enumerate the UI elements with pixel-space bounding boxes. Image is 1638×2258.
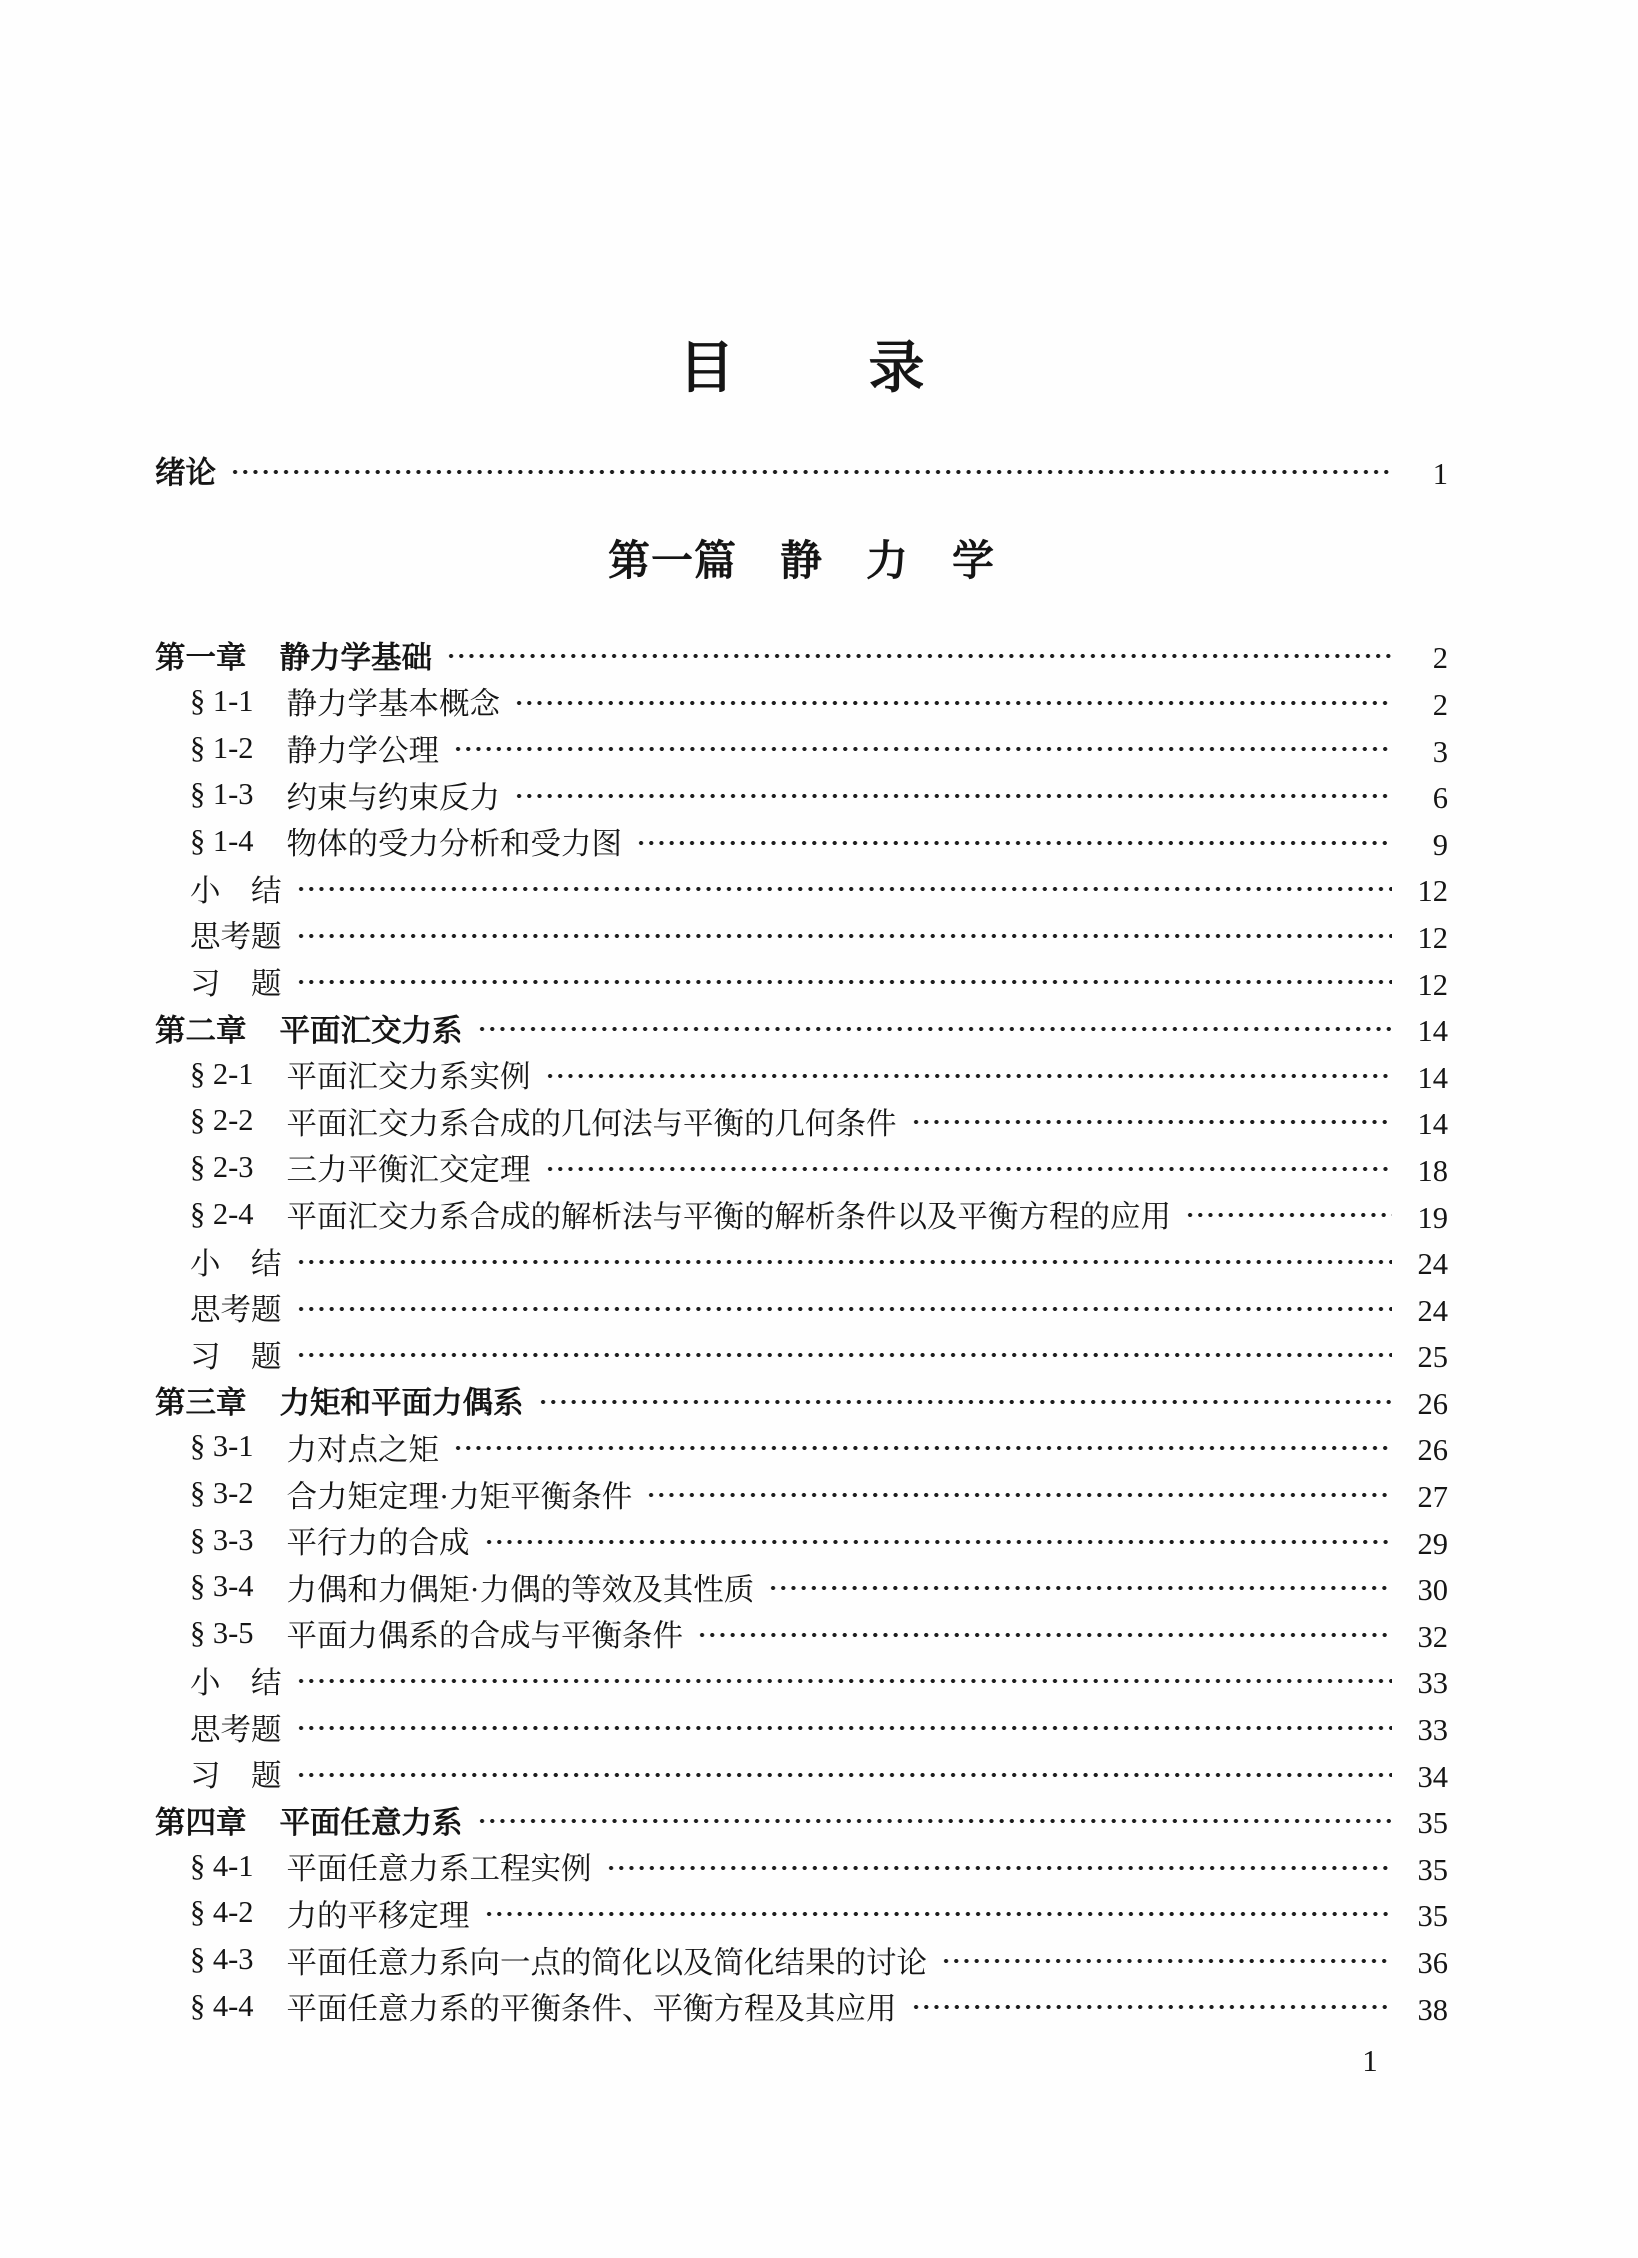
dot-leader <box>545 1144 1392 1191</box>
entry-page-number: 1 <box>1432 456 1448 491</box>
toc-entry-section <box>155 911 1448 958</box>
part-heading: 第一篇 静 力 学 <box>607 539 995 585</box>
toc-entry-section <box>155 725 1448 772</box>
entry-title: 力偶和力偶矩·力偶的等效及其性质 <box>286 1572 755 1607</box>
entry-page-number: 27 <box>1417 1480 1448 1515</box>
toc-entry-chapter <box>155 1796 1448 1843</box>
entry-label: 第四章 <box>155 1805 247 1840</box>
dot-leader <box>296 1657 1393 1704</box>
toc-entry-section <box>155 678 1448 725</box>
entry-page-number: 35 <box>1417 1852 1448 1887</box>
entry-label: 习 题 <box>190 1759 282 1794</box>
entry-label: § 2-3 <box>190 1149 254 1184</box>
dot-leader <box>545 1051 1392 1098</box>
entry-label: 第一章 <box>155 640 247 675</box>
entry-label: § 4-3 <box>190 1942 254 1977</box>
entry-page-number: 35 <box>1417 1899 1448 1934</box>
toc-entry-section <box>155 1750 1448 1797</box>
dot-leader <box>941 1936 1392 1983</box>
toc-entry-section <box>155 1517 1448 1564</box>
page-title-char-right: 录 <box>868 338 925 400</box>
dot-leader <box>484 1517 1392 1564</box>
toc-entry-section <box>155 1331 1448 1378</box>
entry-label: § 3-1 <box>190 1429 254 1464</box>
entry-title: 力矩和平面力偶系 <box>279 1386 524 1421</box>
toc-entry-section <box>155 1610 1448 1657</box>
dot-leader <box>768 1563 1392 1610</box>
entry-title: 平面任意力系的平衡条件、平衡方程及其应用 <box>286 1992 897 2027</box>
entry-label: 小 结 <box>190 873 282 908</box>
toc-entry-section <box>155 1843 1448 1890</box>
entry-page-number: 33 <box>1417 1666 1448 1701</box>
dot-leader <box>646 1470 1392 1517</box>
entry-page-number: 24 <box>1417 1293 1448 1328</box>
entry-page-number: 14 <box>1417 1060 1448 1095</box>
entry-page-number: 36 <box>1417 1946 1448 1981</box>
entry-label: 第二章 <box>155 1013 247 1048</box>
dot-leader <box>911 1983 1392 2030</box>
toc-entry-section <box>155 1890 1448 1937</box>
dot-leader <box>230 447 1392 494</box>
toc-entry-section <box>155 1657 1448 1704</box>
entry-title: 平面力偶系的合成与平衡条件 <box>286 1619 684 1654</box>
entry-page-number: 30 <box>1417 1573 1448 1608</box>
dot-leader <box>477 1004 1393 1051</box>
dot-leader <box>296 1331 1393 1378</box>
dot-leader <box>296 958 1393 1005</box>
dot-leader <box>697 1610 1392 1657</box>
page-title <box>155 336 1448 402</box>
toc-entry-section <box>155 1936 1448 1983</box>
entry-label: § 4-1 <box>190 1848 254 1883</box>
entry-title: 平面汇交力系实例 <box>286 1060 531 1095</box>
entry-label: § 4-4 <box>190 1988 254 2023</box>
toc-entry-section <box>155 1237 1448 1284</box>
entry-page-number: 14 <box>1417 1014 1448 1049</box>
entry-page-number: 35 <box>1417 1806 1448 1841</box>
entry-title: 平行力的合成 <box>286 1526 470 1561</box>
dot-leader <box>296 1703 1393 1750</box>
dot-leader <box>453 725 1392 772</box>
entry-label: § 1-4 <box>190 823 254 858</box>
entry-label: 绪论 <box>155 456 216 491</box>
entry-title: 物体的受力分析和受力图 <box>286 827 623 862</box>
entry-label: § 4-2 <box>190 1895 254 1930</box>
entry-label: § 3-2 <box>190 1476 254 1511</box>
toc-entry-section <box>155 1424 1448 1471</box>
entry-label: § 3-5 <box>190 1615 254 1650</box>
entry-page-number: 38 <box>1417 1992 1448 2027</box>
toc-list <box>155 632 1448 2030</box>
toc-entry-section <box>155 1144 1448 1191</box>
entry-title: 静力学基本概念 <box>286 687 501 722</box>
entry-page-number: 2 <box>1432 687 1448 722</box>
toc-entry-section <box>155 958 1448 1005</box>
page-title-char-left: 目 <box>678 338 735 400</box>
entry-page-number: 32 <box>1417 1619 1448 1654</box>
entry-title: 静力学公理 <box>286 734 440 769</box>
entry-title: 合力矩定理·力矩平衡条件 <box>286 1479 633 1514</box>
entry-page-number: 14 <box>1417 1107 1448 1142</box>
dot-leader <box>446 632 1392 679</box>
entry-label: 小 结 <box>190 1665 282 1700</box>
dot-leader <box>296 911 1393 958</box>
toc-entry-section <box>155 1563 1448 1610</box>
entry-label: 小 结 <box>190 1246 282 1281</box>
entry-page-number: 33 <box>1417 1713 1448 1748</box>
entry-page-number: 2 <box>1432 641 1448 676</box>
entry-title: 平面任意力系工程实例 <box>286 1852 592 1887</box>
toc-entry-section <box>155 818 1448 865</box>
entry-page-number: 26 <box>1417 1386 1448 1421</box>
entry-label: § 2-2 <box>190 1103 254 1138</box>
entry-label: § 2-1 <box>190 1056 254 1091</box>
entry-page-number: 34 <box>1417 1759 1448 1794</box>
toc-entry-intro <box>155 447 1448 494</box>
entry-label: § 1-2 <box>190 730 254 765</box>
entry-page-number: 12 <box>1417 874 1448 909</box>
entry-page-number: 6 <box>1432 781 1448 816</box>
entry-title: 平面任意力系向一点的简化以及简化结果的讨论 <box>286 1945 928 1980</box>
entry-title: 力的平移定理 <box>286 1898 470 1933</box>
entry-title: 力对点之矩 <box>286 1432 440 1467</box>
entry-label: 习 题 <box>190 967 282 1002</box>
dot-leader <box>296 1284 1393 1331</box>
entry-title: 平面汇交力系合成的几何法与平衡的几何条件 <box>286 1106 897 1141</box>
entry-label: 习 题 <box>190 1339 282 1374</box>
toc-entry-section <box>155 1983 1448 2030</box>
entry-title: 平面汇交力系 <box>279 1013 463 1048</box>
entry-page-number: 24 <box>1417 1247 1448 1282</box>
toc-entry-section <box>155 1191 1448 1238</box>
dot-leader <box>296 1237 1393 1284</box>
toc-entry-section <box>155 1051 1448 1098</box>
toc-entry-section <box>155 1284 1448 1331</box>
entry-label: § 2-4 <box>190 1196 254 1231</box>
entry-page-number: 9 <box>1432 827 1448 862</box>
entry-label: § 3-3 <box>190 1522 254 1557</box>
entry-label: 第三章 <box>155 1386 247 1421</box>
toc-entry-section <box>155 1470 1448 1517</box>
dot-leader <box>636 818 1392 865</box>
toc-entry-section <box>155 865 1448 912</box>
entry-title: 静力学基础 <box>279 640 432 675</box>
dot-leader <box>1185 1191 1392 1238</box>
entry-label: § 1-3 <box>190 777 254 812</box>
entry-page-number: 26 <box>1417 1433 1448 1468</box>
toc-entry-chapter <box>155 1377 1448 1424</box>
dot-leader <box>538 1377 1393 1424</box>
dot-leader <box>296 1750 1393 1797</box>
toc-entry-section <box>155 1098 1448 1145</box>
dot-leader <box>453 1424 1392 1471</box>
dot-leader <box>606 1843 1392 1890</box>
entry-page-number: 25 <box>1417 1340 1448 1375</box>
folio-page-number: 1 <box>1362 2043 1378 2078</box>
entry-label: 思考题 <box>190 920 282 955</box>
entry-page-number: 12 <box>1417 967 1448 1002</box>
entry-label: § 3-4 <box>190 1569 254 1604</box>
entry-page-number: 12 <box>1417 920 1448 955</box>
entry-label: 思考题 <box>190 1293 282 1328</box>
toc-entry-chapter <box>155 1004 1448 1051</box>
entry-title: 三力平衡汇交定理 <box>286 1153 531 1188</box>
dot-leader <box>911 1098 1392 1145</box>
dot-leader <box>296 865 1393 912</box>
entry-page-number: 19 <box>1417 1200 1448 1235</box>
dot-leader <box>484 1890 1392 1937</box>
toc-entry-section <box>155 1703 1448 1750</box>
toc-entry-chapter <box>155 632 1448 679</box>
entry-page-number: 3 <box>1432 734 1448 769</box>
entry-title: 约束与约束反力 <box>286 780 501 815</box>
toc-entry-section <box>155 771 1448 818</box>
dot-leader <box>514 678 1392 725</box>
dot-leader <box>477 1796 1393 1843</box>
entry-title: 平面任意力系 <box>279 1805 463 1840</box>
entry-label: § 1-1 <box>190 683 254 718</box>
entry-label: 思考题 <box>190 1712 282 1747</box>
dot-leader <box>514 771 1392 818</box>
entry-title: 平面汇交力系合成的解析法与平衡的解析条件以及平衡方程的应用 <box>286 1200 1172 1235</box>
entry-page-number: 29 <box>1417 1526 1448 1561</box>
entry-page-number: 18 <box>1417 1153 1448 1188</box>
